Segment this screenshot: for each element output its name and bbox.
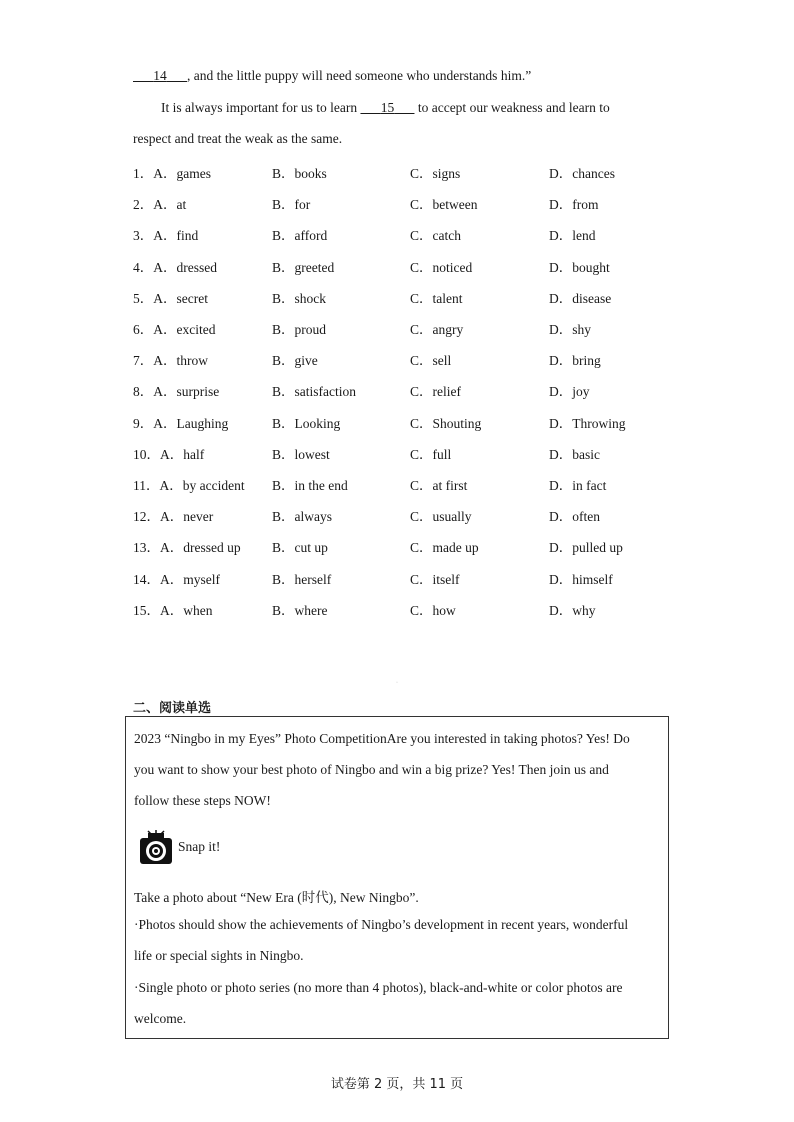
option-a [133,287,208,307]
option-a-text: myself [183,571,220,587]
option-d: D．disease [549,290,612,306]
question-number: 9．A． [133,415,177,431]
option-c: C．how [410,602,456,618]
page-footer: 试卷第 2 页，共 11 页 [330,1077,464,1092]
option-b: B．afford [272,228,328,244]
option-c: C．angry [410,322,464,337]
option-a-text: surprise [176,384,220,400]
reading-bullet1b: life or special sights in Ningbo. [134,948,304,963]
option-d: D．why [549,602,596,618]
option-c: C．talent [410,290,463,306]
option-a-text: dressed [176,259,217,275]
option-b: B．for [272,197,311,213]
option-b: B．herself [272,571,332,587]
option-a [133,256,217,276]
option-a-text: Laughing [176,415,229,431]
option-c: C．noticed [410,259,473,275]
option-a [133,536,241,556]
option-a-text: at [176,197,187,213]
option-a [133,505,213,525]
option-b: B．in the end [272,478,348,493]
option-d: D．bring [549,353,601,369]
passage-line-3: respect and treat the weak as the same. [133,131,343,146]
option-b: B．books [272,166,327,181]
blank-15: 15 [380,100,395,115]
option-a-text: dressed up [183,540,241,556]
option-d: D．bought [549,259,610,275]
option-c: C．made up [410,540,479,556]
option-d: D．often [549,509,600,525]
option-a [133,318,215,338]
option-a [133,412,228,432]
option-d: D．basic [549,446,600,462]
question-number: 4．A． [133,259,177,275]
option-b: B．shock [272,290,326,306]
option-d: D．from [549,197,599,213]
option-d: D．joy [549,384,590,400]
question-number: 7．A． [133,353,177,369]
question-number: 8．A． [133,384,177,400]
blank-14: 14 [153,68,167,83]
option-b: B．lowest [272,446,330,462]
reading-box [125,716,669,1039]
passage-line-1 [133,68,531,84]
reading-bullet1a: ·Photos should show the achievements of Ningbo’s development in recent years, wonderful [134,917,629,932]
passage-text-2b: to accept our weakness and learn to [414,100,610,115]
option-b: B．greeted [272,259,335,275]
section-title: 二、阅读单选 [133,701,212,716]
option-a [133,162,211,182]
option-c: C．sell [410,353,452,369]
question-number: 6．A． [133,322,177,337]
passage-line-2 [161,100,610,116]
option-a-text: half [183,446,205,462]
option-a [133,568,220,588]
option-a-text: games [176,166,211,181]
question-number: 11．A． [133,478,183,493]
option-a-text: never [183,509,214,525]
option-a [133,474,245,494]
passage-text-2a: It is always important for us to learn [161,100,361,115]
option-d: D．in fact [549,478,607,493]
reading-bullet2b: welcome. [134,1011,187,1026]
option-a [133,599,213,619]
option-b: B．always [272,509,332,525]
question-number: 14．A． [133,571,184,587]
option-d: D．pulled up [549,540,623,556]
option-a-text: find [176,228,199,244]
reading-p3: follow these steps NOW! [134,793,271,808]
option-b: B．satisfaction [272,384,356,400]
page-mark: · [396,680,398,686]
option-c: C．between [410,197,478,213]
option-b: B．cut up [272,540,328,556]
option-c: C．relief [410,384,461,400]
option-a [133,443,204,463]
question-number: 13．A． [133,540,184,556]
question-number: 2．A． [133,197,177,213]
option-c: C．full [410,446,452,462]
option-d: D．lend [549,228,596,244]
option-a [133,224,198,244]
option-a [133,380,219,400]
option-a-text: by accident [182,478,245,493]
option-c: C．Shouting [410,415,482,431]
option-c: C．usually [410,509,472,525]
question-number: 12．A． [133,509,184,525]
option-d: D．chances [549,166,615,181]
reading-bullet2a: ·Single photo or photo series (no more than 4 photos), black-and-white or color photos are [134,980,623,995]
reading-p2: you want to show your best photo of Ningbo and win a big prize? Yes! Then join us and [134,762,609,777]
option-c: C．catch [410,228,461,244]
reading-p1: 2023 “Ningbo in my Eyes” Photo CompetitionAre you interested in taking photos? Yes! Do [134,731,630,746]
reading-step1: Take a photo about “New Era (时代), New Ningbo”. [134,890,419,905]
option-d: D．himself [549,571,613,587]
option-a [133,349,208,369]
option-b: B．proud [272,322,326,337]
option-b: B．Looking [272,415,341,431]
option-b: B．where [272,602,328,618]
question-number: 1．A． [133,166,177,181]
passage-text-1: , and the little puppy will need someone who understands him.” [187,68,532,83]
option-a-text: throw [176,353,208,369]
option-c: C．at first [410,478,468,493]
camera-icon [138,830,174,866]
option-c: C．signs [410,166,461,181]
option-a-text: when [183,602,213,618]
option-c: C．itself [410,571,460,587]
snap-label: Snap it! [178,839,221,854]
option-a-text: secret [176,290,208,306]
option-d: D．Throwing [549,415,626,431]
option-a [133,193,186,213]
question-number: 3．A． [133,228,177,244]
option-b: B．give [272,353,318,369]
option-d: D．shy [549,322,592,337]
question-number: 5．A． [133,290,177,306]
option-a-text: excited [176,322,216,337]
question-number: 10．A． [133,446,184,462]
question-number: 15．A． [133,602,184,618]
